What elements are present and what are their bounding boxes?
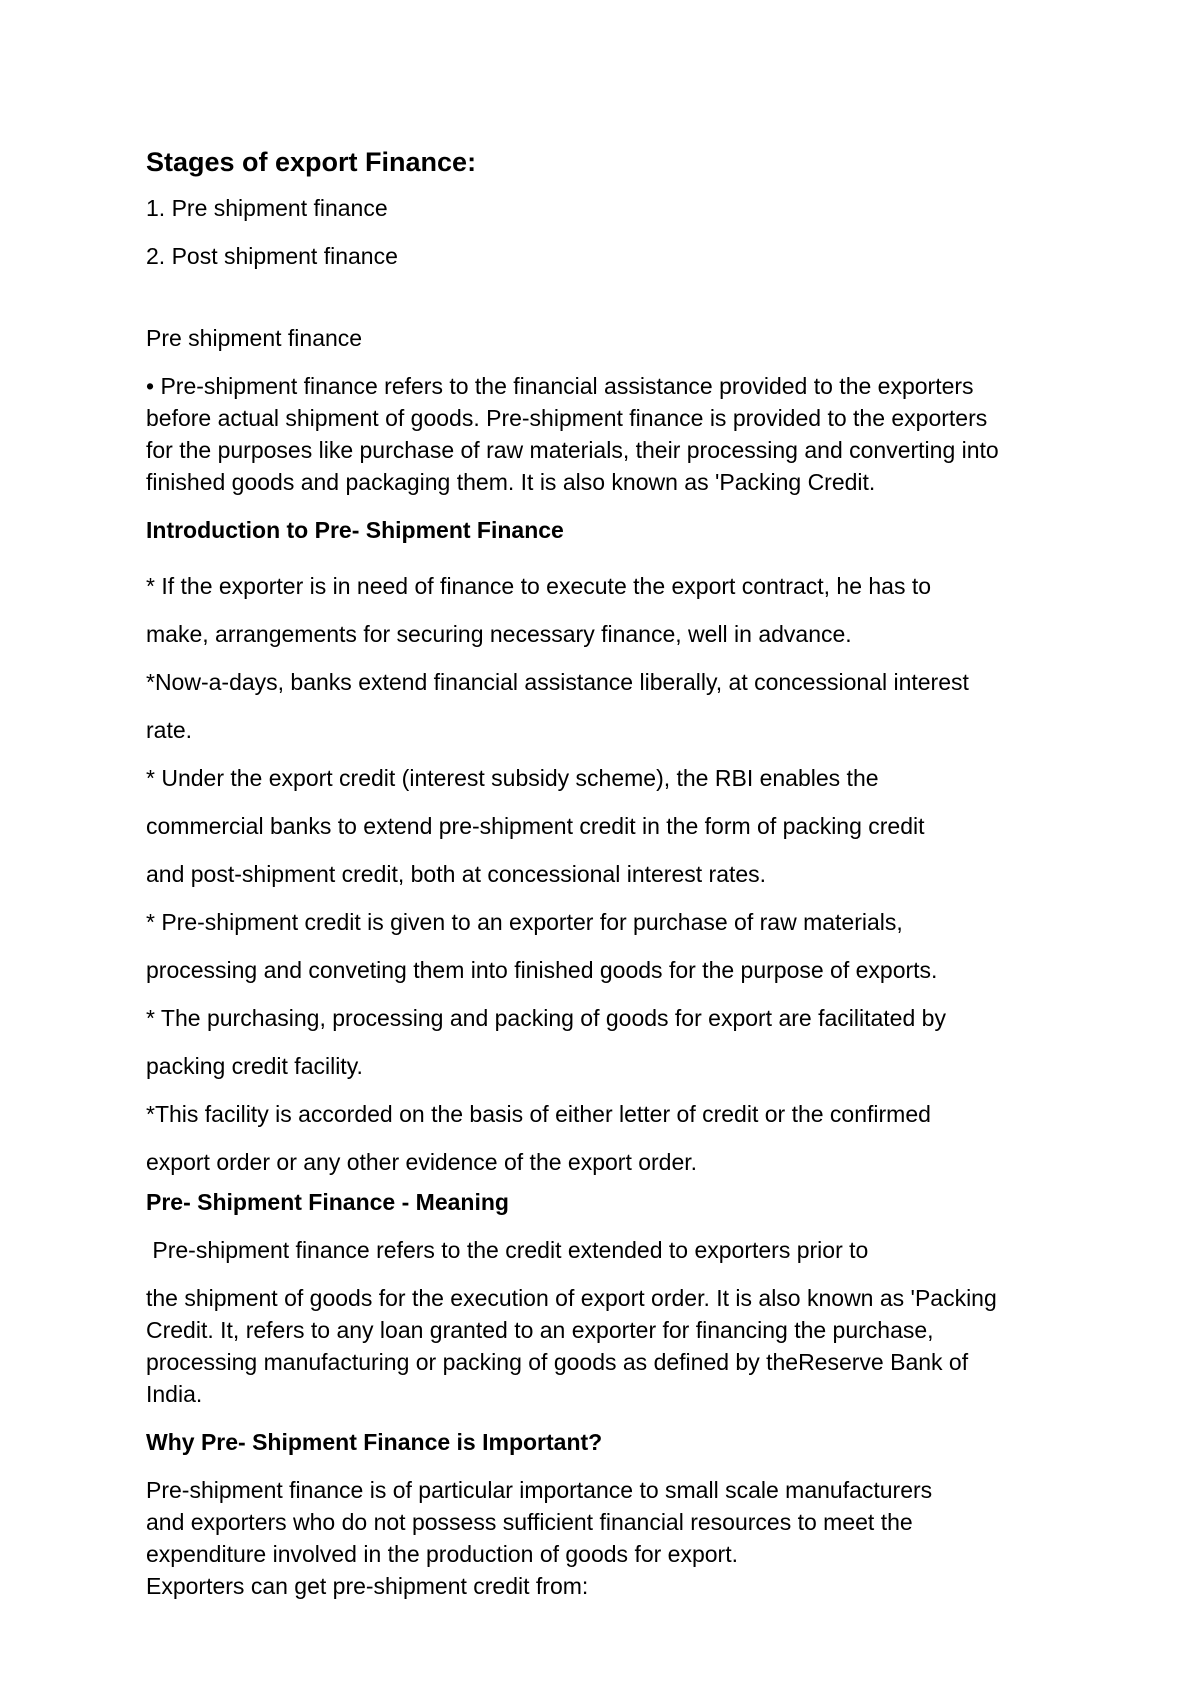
stage-item-2: 2. Post shipment finance [146,243,398,269]
why-heading: Why Pre- Shipment Finance is Important? [146,1429,603,1455]
paragraph-line: * Under the export credit (interest subsidy scheme), the RBI enables the [146,765,879,791]
paragraph-line: India. [146,1381,203,1407]
paragraph-line: processing manufacturing or packing of goods as defined by theReserve Bank of [146,1349,969,1375]
section-label: Pre shipment finance [146,325,363,351]
paragraph-line: expenditure involved in the production of goods for export. [146,1541,738,1567]
why-paragraph [146,1474,1066,1602]
paragraph-line: Exporters can get pre-shipment credit from: [146,1573,589,1599]
paragraph-line: for the purposes like purchase of raw materials, their processing and converting into [146,437,999,463]
paragraph-line: before actual shipment of goods. Pre-shipment finance is provided to the exporters [146,405,988,431]
paragraph-line: *This facility is accorded on the basis of either letter of credit or the confirmed [146,1101,931,1127]
intro-heading: Introduction to Pre- Shipment Finance [146,517,564,543]
bullet-paragraph [146,370,1066,498]
paragraph-line: * Pre-shipment credit is given to an exporter for purchase of raw materials, [146,909,903,935]
paragraph-line: commercial banks to extend pre-shipment credit in the form of packing credit [146,813,925,839]
paragraph-line: finished goods and packaging them. It is also known as 'Packing Credit. [146,469,876,495]
paragraph-line: processing and conveting them into finished goods for the purpose of exports. [146,957,938,983]
page-title: Stages of export Finance: [146,147,477,177]
spacer [146,288,1066,322]
stage-item-1: 1. Pre shipment finance [146,195,388,221]
paragraph-line: make, arrangements for securing necessary finance, well in advance. [146,621,852,647]
paragraph-line: * If the exporter is in need of finance to execute the export contract, he has to [146,573,932,599]
paragraph-line: * The purchasing, processing and packing of goods for export are facilitated by [146,1005,946,1031]
paragraph-line: • Pre-shipment finance refers to the financial assistance provided to the exporters [146,373,974,399]
meaning-heading: Pre- Shipment Finance - Meaning [146,1189,509,1215]
document-content [146,144,1066,1618]
meaning-first-line: Pre-shipment finance refers to the credit extended to exporters prior to [146,1237,869,1263]
paragraph-line: packing credit facility. [146,1053,363,1079]
paragraph-line: Pre-shipment finance is of particular importance to small scale manufacturers [146,1477,933,1503]
paragraph-line: *Now-a-days, banks extend financial assistance liberally, at concessional interest [146,669,969,695]
paragraph-line: and exporters who do not possess sufficient financial resources to meet the [146,1509,913,1535]
paragraph-line: rate. [146,717,193,743]
paragraph-line: Credit. It, refers to any loan granted to an exporter for financing the purchase, [146,1317,934,1343]
intro-paragraph [146,562,1066,1186]
meaning-paragraph [146,1282,1066,1410]
paragraph-line: export order or any other evidence of the export order. [146,1149,698,1175]
paragraph-line: the shipment of goods for the execution of export order. It is also known as 'Packing [146,1285,997,1311]
paragraph-line: and post-shipment credit, both at concessional interest rates. [146,861,767,887]
